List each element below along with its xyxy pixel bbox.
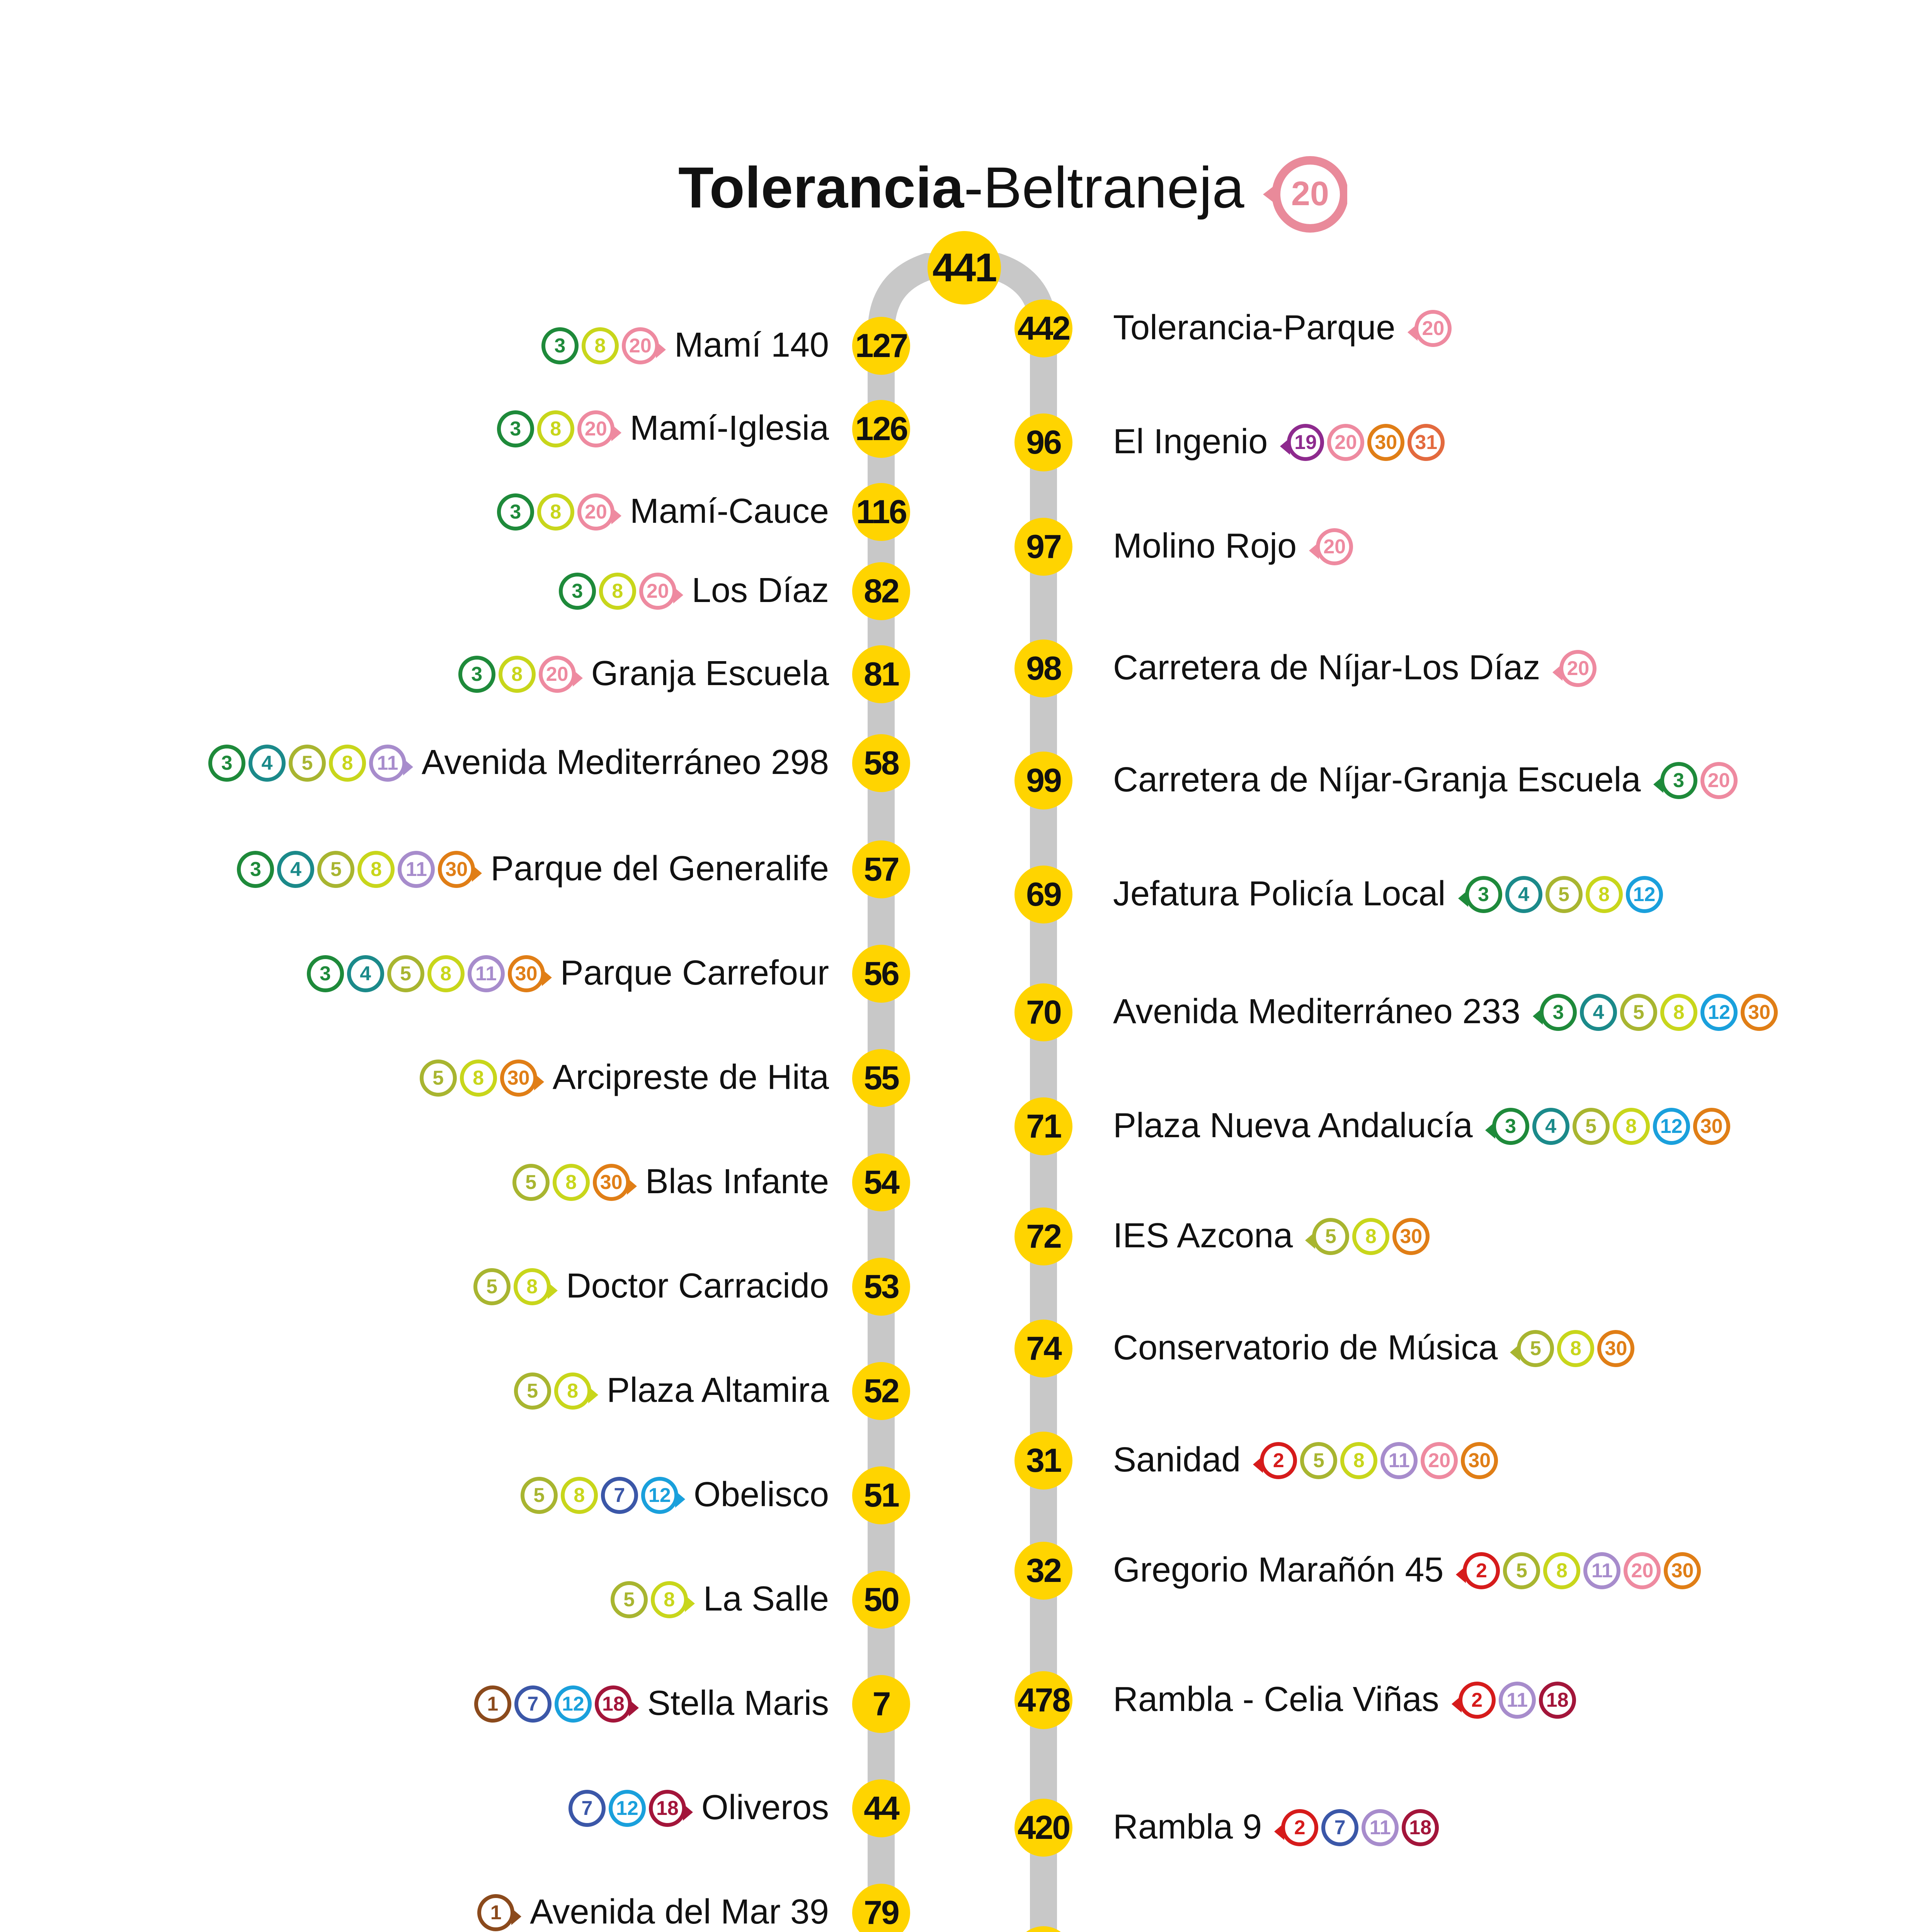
- stop-lines: [497, 408, 614, 450]
- line-badge[interactable]: 12: [1700, 994, 1738, 1031]
- line-badge[interactable]: 12: [641, 1477, 678, 1514]
- stop-name[interactable]: El Ingenio: [1113, 422, 1268, 461]
- line-badge[interactable]: 31: [1408, 424, 1445, 461]
- stop-lines: [1463, 1549, 1701, 1592]
- line-badge[interactable]: 3: [541, 327, 579, 364]
- stop-lines: [1559, 647, 1597, 690]
- line-badge[interactable]: 5: [1517, 1330, 1554, 1367]
- stop-circle[interactable]: 70: [1014, 983, 1072, 1041]
- stop-circle[interactable]: 32: [1014, 1542, 1072, 1600]
- stop-lines: [307, 952, 545, 995]
- stop-lines: [559, 570, 676, 612]
- line-badge[interactable]: 3: [1465, 876, 1502, 913]
- stop-circle[interactable]: 79: [852, 1884, 910, 1932]
- line-badge[interactable]: 30: [1367, 424, 1404, 461]
- stop-lines: [420, 1057, 537, 1099]
- stop-circle-top[interactable]: 441: [928, 231, 1001, 304]
- stop-name[interactable]: Conservatorio de Música: [1113, 1328, 1498, 1367]
- line-badge[interactable]: 5: [1503, 1552, 1540, 1589]
- stop-lines: [1312, 1215, 1430, 1258]
- line-badge[interactable]: 8: [1660, 994, 1697, 1031]
- stop-name[interactable]: Avenida Mediterráneo 233: [1113, 992, 1521, 1031]
- stop-name[interactable]: Carretera de Níjar-Los Díaz: [1113, 648, 1540, 687]
- line-badge[interactable]: 20: [1559, 650, 1597, 687]
- line-badge[interactable]: 30: [1664, 1552, 1701, 1589]
- line-badge[interactable]: 8: [582, 327, 619, 364]
- line-badge[interactable]: 5: [611, 1581, 648, 1618]
- line-badge[interactable]: 3: [497, 410, 534, 447]
- line-badge[interactable]: 20: [577, 410, 614, 447]
- stop-lines: [458, 653, 576, 696]
- stop-lines: [611, 1578, 688, 1621]
- stop-lines: [1316, 526, 1353, 568]
- line-badge[interactable]: 5: [473, 1268, 511, 1305]
- stop-name[interactable]: Blas Infante: [645, 1162, 829, 1201]
- line-badge[interactable]: 12: [1626, 876, 1663, 913]
- stop-circle[interactable]: 54: [852, 1153, 910, 1211]
- stop-circle[interactable]: 127: [852, 317, 910, 375]
- line-badge[interactable]: 11: [468, 955, 505, 992]
- line-badge[interactable]: 20: [539, 656, 576, 693]
- stop-name[interactable]: Stella Maris: [647, 1684, 829, 1723]
- line-badge[interactable]: 7: [601, 1477, 638, 1514]
- line-badge[interactable]: 8: [651, 1581, 688, 1618]
- stop-name[interactable]: Plaza Altamira: [606, 1371, 829, 1410]
- line-badge[interactable]: 8: [1543, 1552, 1580, 1589]
- stop-circle[interactable]: 58: [852, 734, 910, 792]
- line-badge[interactable]: 30: [1392, 1218, 1430, 1255]
- stop-lines: [1459, 1679, 1576, 1721]
- line-badge[interactable]: 11: [1583, 1552, 1620, 1589]
- stop-circle[interactable]: 52: [852, 1362, 910, 1420]
- line-badge[interactable]: 30: [1461, 1442, 1498, 1479]
- stop-lines: [208, 742, 406, 784]
- line-badge[interactable]: 20: [639, 573, 676, 610]
- stop-name[interactable]: Obelisco: [693, 1475, 829, 1514]
- stop-circle[interactable]: 7: [852, 1675, 910, 1733]
- line-badge[interactable]: 5: [1573, 1108, 1610, 1145]
- stop-name[interactable]: Mamí 140: [674, 326, 829, 364]
- line-badge[interactable]: 18: [1539, 1682, 1576, 1719]
- line-badge[interactable]: 8: [514, 1268, 551, 1305]
- stop-lines: [541, 325, 659, 367]
- line-badge[interactable]: 18: [595, 1685, 632, 1723]
- stop-lines: [512, 1161, 630, 1204]
- line-badge[interactable]: 8: [537, 410, 574, 447]
- line-badge[interactable]: 3: [1492, 1108, 1529, 1145]
- line-badge[interactable]: 4: [1505, 876, 1542, 913]
- stop-name[interactable]: Arcipreste de Hita: [552, 1058, 829, 1097]
- stop-circle[interactable]: 82: [852, 562, 910, 620]
- line-badge[interactable]: 2: [1463, 1552, 1500, 1589]
- stop-circle[interactable]: 50: [852, 1571, 910, 1629]
- line-badge[interactable]: 8: [1557, 1330, 1594, 1367]
- stop-circle[interactable]: 420: [1014, 1799, 1072, 1857]
- line-badge[interactable]: 8: [599, 573, 636, 610]
- line-badge[interactable]: 3: [307, 955, 344, 992]
- stop-circle[interactable]: 97: [1014, 518, 1072, 576]
- stop-name[interactable]: Avenida Mediterráneo 298: [421, 743, 829, 782]
- line-badge[interactable]: 4: [1532, 1108, 1569, 1145]
- line-badge[interactable]: 18: [649, 1790, 686, 1827]
- line-badge[interactable]: 8: [553, 1164, 590, 1201]
- stop-name[interactable]: Sanidad: [1113, 1440, 1241, 1479]
- line-badge[interactable]: 12: [1653, 1108, 1690, 1145]
- stop-name[interactable]: IES Azcona: [1113, 1216, 1293, 1255]
- line-badge[interactable]: 3: [458, 656, 495, 693]
- stop-lines: [473, 1265, 551, 1308]
- stop-name[interactable]: La Salle: [703, 1580, 829, 1618]
- stop-circle[interactable]: 98: [1014, 639, 1072, 697]
- stop-name[interactable]: Carretera de Níjar-Granja Escuela: [1113, 760, 1641, 799]
- terminus-top-suffix: -Beltraneja: [964, 155, 1244, 220]
- stop-lines: [514, 1370, 591, 1412]
- stop-name[interactable]: Mamí-Cauce: [630, 492, 829, 531]
- stop-lines: [237, 848, 475, 891]
- stop-circle[interactable]: 442: [1014, 299, 1072, 357]
- stop-name[interactable]: Gregorio Marañón 45: [1113, 1551, 1444, 1589]
- line-badge[interactable]: 11: [1380, 1442, 1418, 1479]
- line-badge[interactable]: 11: [369, 745, 406, 782]
- stop-lines: [474, 1683, 632, 1725]
- line-badge[interactable]: 5: [514, 1372, 551, 1410]
- stop-lines: [477, 1891, 514, 1932]
- stop-circle[interactable]: 478: [1014, 1671, 1072, 1729]
- stop-lines: [1517, 1327, 1634, 1370]
- stop-circle[interactable]: 96: [1014, 413, 1072, 471]
- line-badge[interactable]: 8: [1586, 876, 1623, 913]
- line-badge[interactable]: 19: [1287, 424, 1324, 461]
- stop-lines: [1414, 307, 1452, 350]
- stop-circle[interactable]: 81: [852, 645, 910, 703]
- line-badge[interactable]: 5: [1545, 876, 1583, 913]
- line-badge[interactable]: 5: [420, 1060, 457, 1097]
- stop-name[interactable]: Molino Rojo: [1113, 527, 1297, 565]
- stop-circle[interactable]: 71: [1014, 1097, 1072, 1155]
- line-badge[interactable]: 2: [1260, 1442, 1297, 1479]
- stop-circle[interactable]: 72: [1014, 1208, 1072, 1265]
- stop-circle[interactable]: 51: [852, 1466, 910, 1524]
- stop-circle[interactable]: 44: [852, 1779, 910, 1837]
- line-badge[interactable]: 30: [1597, 1330, 1634, 1367]
- line-badge[interactable]: 1: [474, 1685, 511, 1723]
- line-badge[interactable]: 8: [1613, 1108, 1650, 1145]
- line-badge[interactable]: 18: [1402, 1809, 1439, 1846]
- stop-name[interactable]: Mamí-Iglesia: [630, 409, 829, 447]
- stop-lines: [1540, 991, 1778, 1034]
- line-badge[interactable]: 30: [438, 851, 475, 888]
- stop-name[interactable]: Parque Carrefour: [560, 954, 829, 992]
- line-badge[interactable]: 20: [1327, 424, 1364, 461]
- stop-circle[interactable]: 99: [1014, 752, 1072, 810]
- line-badge[interactable]: 7: [1321, 1809, 1358, 1846]
- stop-name[interactable]: Tolerancia-Parque: [1113, 308, 1396, 347]
- line-badge[interactable]: 30: [1693, 1108, 1730, 1145]
- line-badge[interactable]: 3: [208, 745, 245, 782]
- line-badge[interactable]: 7: [568, 1790, 606, 1827]
- line-badge[interactable]: 8: [554, 1372, 591, 1410]
- line-badge[interactable]: 5: [1300, 1442, 1337, 1479]
- line-badge[interactable]: 8: [357, 851, 395, 888]
- stop-name[interactable]: Granja Escuela: [591, 654, 829, 693]
- line-badge[interactable]: 5: [512, 1164, 550, 1201]
- stop-circle[interactable]: 31: [1014, 1432, 1072, 1490]
- line-badge[interactable]: 5: [521, 1477, 558, 1514]
- line-badge[interactable]: 8: [329, 745, 366, 782]
- stop-lines: [568, 1787, 686, 1830]
- line-badge[interactable]: 4: [248, 745, 286, 782]
- line-badge[interactable]: 12: [555, 1685, 592, 1723]
- line-badge[interactable]: 30: [500, 1060, 537, 1097]
- stop-name[interactable]: Los Díaz: [691, 571, 829, 610]
- stop-lines: [1660, 759, 1738, 802]
- line-badge[interactable]: 8: [1340, 1442, 1377, 1479]
- line-badge[interactable]: 2: [1459, 1682, 1496, 1719]
- stop-lines: [497, 491, 614, 533]
- stop-name[interactable]: Oliveros: [701, 1788, 829, 1827]
- line-badge[interactable]: 12: [609, 1790, 646, 1827]
- line-badge[interactable]: 5: [387, 955, 424, 992]
- line-badge[interactable]: 1: [477, 1894, 514, 1931]
- line-badge[interactable]: 30: [1741, 994, 1778, 1031]
- line-badge[interactable]: 8: [460, 1060, 497, 1097]
- line-badge[interactable]: 20: [1421, 1442, 1458, 1479]
- line-badge[interactable]: 3: [559, 573, 596, 610]
- stop-circle[interactable]: 69: [1014, 866, 1072, 923]
- line-badge[interactable]: 11: [398, 851, 435, 888]
- stop-lines: [1465, 873, 1663, 916]
- line-badge[interactable]: 30: [508, 955, 545, 992]
- stop-name[interactable]: Parque del Generalife: [490, 849, 829, 888]
- line-badge[interactable]: 8: [1352, 1218, 1389, 1255]
- stop-lines: [521, 1474, 678, 1517]
- line-badge[interactable]: 20: [1700, 762, 1738, 799]
- line-badge[interactable]: 3: [237, 851, 274, 888]
- stop-name[interactable]: Doctor Carracido: [566, 1267, 829, 1305]
- line-badge[interactable]: 3: [1540, 994, 1577, 1031]
- line-badge[interactable]: 8: [561, 1477, 598, 1514]
- line-badge[interactable]: 5: [1312, 1218, 1349, 1255]
- stop-circle[interactable]: 116: [852, 483, 910, 541]
- stop-circle[interactable]: 126: [852, 400, 910, 458]
- stop-name[interactable]: Plaza Nueva Andalucía: [1113, 1106, 1473, 1145]
- line-badge[interactable]: 8: [427, 955, 465, 992]
- stop-name[interactable]: Jefatura Policía Local: [1113, 874, 1446, 913]
- line-badge[interactable]: 11: [1362, 1809, 1399, 1846]
- line-badge[interactable]: 30: [593, 1164, 630, 1201]
- title-line-number: 20: [1291, 174, 1329, 213]
- stop-lines: [1260, 1439, 1498, 1482]
- line-badge[interactable]: 8: [537, 493, 574, 531]
- line-badge[interactable]: 5: [317, 851, 354, 888]
- line-badge[interactable]: 3: [1660, 762, 1697, 799]
- stop-circle[interactable]: 57: [852, 840, 910, 898]
- line-badge[interactable]: 5: [289, 745, 326, 782]
- stop-circle[interactable]: 74: [1014, 1320, 1072, 1378]
- stop-lines: [1281, 1806, 1439, 1849]
- line-badge[interactable]: 7: [514, 1685, 551, 1723]
- line-badge[interactable]: 5: [1620, 994, 1657, 1031]
- line-badge[interactable]: 3: [497, 493, 534, 531]
- line-badge[interactable]: 11: [1499, 1682, 1536, 1719]
- line-badge[interactable]: 20: [577, 493, 614, 531]
- line-badge[interactable]: 4: [1580, 994, 1617, 1031]
- line-badge[interactable]: 20: [1316, 528, 1353, 565]
- line-badge[interactable]: 20: [1414, 310, 1452, 347]
- line-badge[interactable]: 20: [1624, 1552, 1661, 1589]
- stop-name[interactable]: Rambla 9: [1113, 1808, 1262, 1846]
- stop-circle[interactable]: 55: [852, 1049, 910, 1107]
- terminus-top-name: Tolerancia: [678, 155, 964, 220]
- line-badge[interactable]: 20: [622, 327, 659, 364]
- line-badge[interactable]: 2: [1281, 1809, 1318, 1846]
- stop-lines: [1492, 1105, 1730, 1148]
- stop-name[interactable]: Avenida del Mar 39: [530, 1893, 829, 1931]
- stop-name[interactable]: Rambla - Celia Viñas: [1113, 1680, 1439, 1719]
- stop-circle[interactable]: 56: [852, 945, 910, 1003]
- stop-lines: [1287, 421, 1445, 464]
- line-badge[interactable]: 4: [347, 955, 384, 992]
- stop-circle[interactable]: 53: [852, 1258, 910, 1316]
- line-badge[interactable]: 8: [499, 656, 536, 693]
- line-badge[interactable]: 4: [277, 851, 314, 888]
